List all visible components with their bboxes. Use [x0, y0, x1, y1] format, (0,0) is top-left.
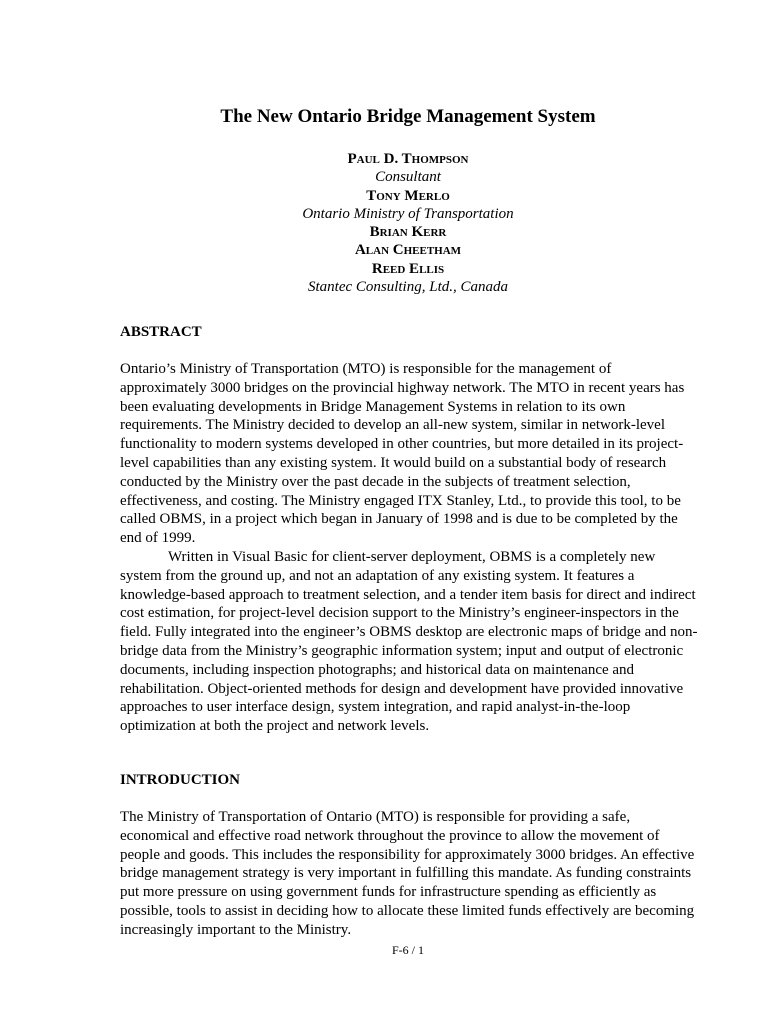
- author-block: [0, 150, 768, 296]
- author-name: Tony Merlo: [366, 187, 450, 204]
- author-name: Reed Ellis: [371, 260, 445, 277]
- author-affiliation: Consultant: [375, 169, 441, 186]
- author-name: Brian Kerr: [369, 224, 447, 241]
- introduction-heading: INTRODUCTION: [120, 772, 241, 788]
- abstract-paragraph: Ontario’s Ministry of Transportation (MTO) is responsible for the management of approximately 3000 bridges on the provincial highway network. The MTO in recent years has been evaluating developments in Bridge Management Systems in relation to its own requirements. The Ministry decided to develop an all-new system, similar in network-level functionality to modern systems developed in other countries, but more detailed in its project-level capabilities than any existing system. It would build on a substantial body of research conducted by the Ministry over the past decade in the subjects of treatment selection, effectiveness, and costing. The Ministry engaged ITX Stanley, Ltd., to provide this tool, to be called OBMS, in a project which began in January of 1998 and is due to be completed by the end of 1999.: [120, 361, 685, 547]
- author-name: Alan Cheetham: [354, 242, 462, 259]
- author-name: Paul D. Thompson: [347, 151, 469, 167]
- author-affiliation: Ontario Ministry of Transportation: [302, 205, 514, 222]
- author-affiliation: Stantec Consulting, Ltd., Canada: [307, 279, 508, 296]
- abstract-paragraph: Written in Visual Basic for client-server deployment, OBMS is a completely new system from the ground up, and not an adaptation of any existing system. It features a knowledge-based approach to treatment selection, and a tender item basis for direct and indirect cost estimation, for project-level decision support to the Ministry’s engineer-inspectors in the field. Fully integrated into the engineer’s OBMS desktop are electronic maps of bridge and non-bridge data from the Ministry’s geographic information system; input and output of electronic documents, including inspection photographs; and historical data on maintenance and rehabilitation. Object-oriented methods for design and development have provided innovative approaches to user interface design, system integration, and rapid analyst-in-the-loop optimization at both the project and network levels.: [120, 548, 698, 735]
- introduction-paragraph: The Ministry of Transportation of Ontario (MTO) is responsible for providing a safe, economical and effective road network throughout the province to allow the movement of people and goods. This includes the responsibility for approximately 3000 bridges. An effective bridge management strategy is very important in fulfilling this mandate. As funding constraints put more pressure on using government funds for infrastructure spending as efficiently as possible, tools to assist in deciding how to allocate these limited funds effectively are becoming increasingly important to the Ministry.: [120, 809, 695, 938]
- paper-title: The New Ontario Bridge Management System: [220, 106, 596, 127]
- introduction-body: [120, 808, 700, 940]
- abstract-heading: ABSTRACT: [120, 324, 202, 340]
- page-number: F-6 / 1: [391, 943, 424, 957]
- abstract-body: [120, 360, 700, 736]
